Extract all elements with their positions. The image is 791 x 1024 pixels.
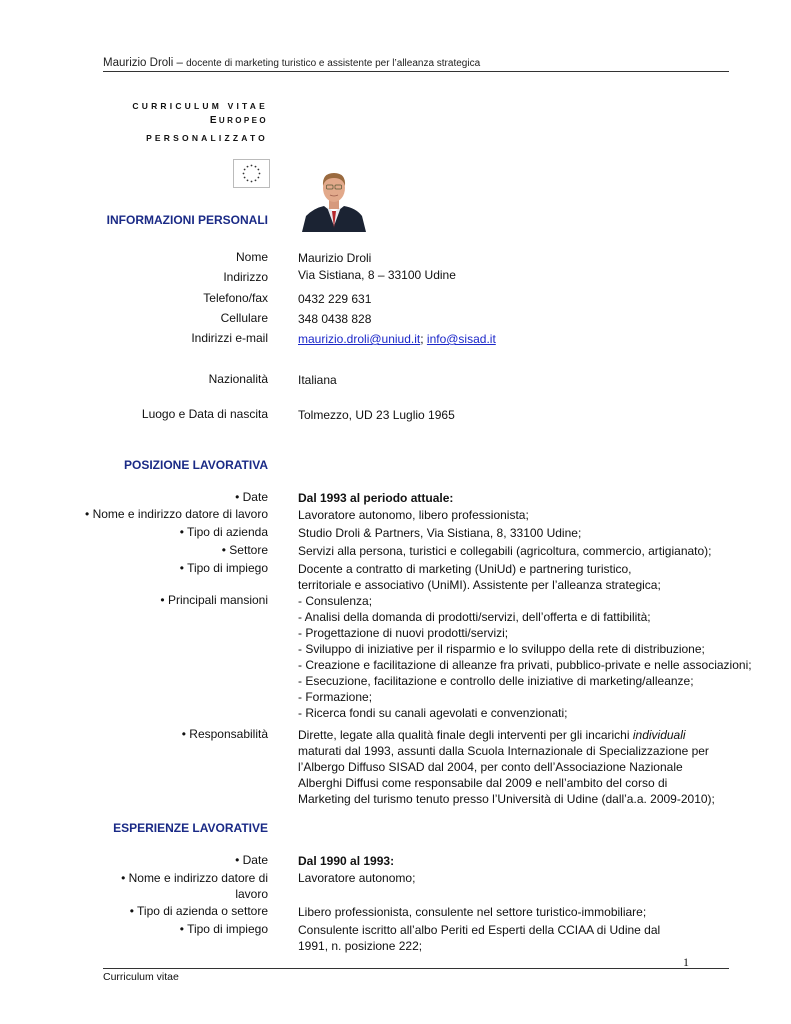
cv-title-line3: PERSONALIZZATO xyxy=(146,133,268,143)
position-job-label: • Tipo di impiego xyxy=(179,561,268,575)
experience-company-value: Libero professionista, consulente nel settore turistico-immobiliare; xyxy=(298,905,647,919)
position-sector-label: • Settore xyxy=(221,543,268,557)
mobile-label: Cellulare xyxy=(220,311,268,325)
nationality-value: Italiana xyxy=(298,373,337,387)
position-company-label: • Tipo di azienda xyxy=(179,525,268,539)
name-value: Maurizio Droli xyxy=(298,251,372,265)
address-label: Indirizzo xyxy=(223,270,268,284)
email-link-uniud[interactable]: maurizio.droli@uniud.it xyxy=(298,332,421,346)
page-number: 1 xyxy=(683,955,689,969)
section-work-experience: ESPERIENZE LAVORATIVE xyxy=(113,821,268,835)
list-item: - Sviluppo di iniziative per il risparmio e lo sviluppo della rete di distribuzione; xyxy=(298,642,705,656)
position-date-value: Dal 1993 al periodo attuale: xyxy=(298,491,454,505)
header-rule xyxy=(103,71,729,72)
list-item: - Ricerca fondi su canali agevolati e convenzionati; xyxy=(298,706,568,720)
section-work-position: POSIZIONE LAVORATIVA xyxy=(123,458,268,472)
page-header: Maurizio Droli – docente di marketing turistico e assistente per l’alleanza strategica xyxy=(103,57,481,69)
position-resp-label: • Responsabilità xyxy=(181,727,268,741)
cv-title-line1: CURRICULUM VITAE xyxy=(132,101,268,111)
header-subtitle: docente di marketing turistico e assistente per l’alleanza strategica xyxy=(186,58,481,69)
list-item: - Consulenza; xyxy=(298,594,373,608)
experience-employer-value: Lavoratore autonomo; xyxy=(298,871,416,885)
address-value: Via Sistiana, 8 – 33100 Udine xyxy=(298,268,456,282)
position-job-value: Docente a contratto di marketing (UniUd) e partnering turistico, territoriale e associativo (UniMI). Assistente per l’alleanza strategica; xyxy=(298,562,661,592)
email-link-sisad[interactable]: info@sisad.it xyxy=(426,332,496,346)
portrait-photo xyxy=(300,164,368,232)
experience-job-value: Consulente iscritto all’albo Periti ed Esperti della CCIAA di Udine dal 1991, n. posizione 222; xyxy=(298,923,661,953)
experience-date-label: • Date xyxy=(235,853,268,867)
list-item: - Creazione e facilitazione di alleanze fra privati, pubblico-private e nelle associazioni; xyxy=(298,658,752,672)
birth-label: Luogo e Data di nascita xyxy=(141,407,268,421)
position-employer-value: Lavoratore autonomo, libero professionista; xyxy=(298,508,529,522)
list-item: - Esecuzione, facilitazione e controllo delle iniziative di marketing/alleanze; xyxy=(298,674,694,688)
list-item: - Progettazione di nuovi prodotti/servizi; xyxy=(298,626,509,640)
position-duties-label: • Principali mansioni xyxy=(160,593,268,607)
email-value: maurizio.droli@uniud.it; info@sisad.it xyxy=(298,332,496,346)
footer-rule xyxy=(103,968,729,969)
experience-date-value: Dal 1990 al 1993: xyxy=(298,854,395,868)
list-item: - Analisi della domanda di prodotti/servizi, dell’offerta e di fattibilità; xyxy=(298,610,651,624)
position-employer-label: • Nome e indirizzo datore di lavoro xyxy=(85,507,268,521)
position-sector-value: Servizi alla persona, turistici e collegabili (agricoltura, commercio, artigianato); xyxy=(298,544,712,558)
phone-label: Telefono/fax xyxy=(203,291,268,305)
page-footer: Curriculum vitae xyxy=(103,971,179,983)
experience-employer-label: • Nome e indirizzo datore di lavoro xyxy=(121,871,268,901)
header-name: Maurizio Droli xyxy=(103,57,174,69)
position-company-value: Studio Droli & Partners, Via Sistiana, 8, 33100 Udine; xyxy=(298,526,582,540)
cv-title-line2: EUROPEO xyxy=(209,115,268,126)
nationality-label: Nazionalità xyxy=(208,372,268,386)
experience-job-label: • Tipo di impiego xyxy=(179,922,268,936)
name-label: Nome xyxy=(235,250,268,264)
position-date-label: • Date xyxy=(235,490,268,504)
duties-list xyxy=(298,593,752,721)
position-resp-value: Dirette, legate alla qualità finale degli interventi per gli incarichi individuali maturati dal 1993, assunti dalla Scuola Internazionale di Specializzazione per l’Albergo Diffuso SISAD dal 2004, per conto dell’Associazione Nazionale Alberghi Diffusi come responsabile dal 2009 e nell’ambito del corso di Marketing del turismo tenuto presso l’Università di Udine (dall’a.a. 2009-2010); xyxy=(298,728,715,806)
email-label: Indirizzi e-mail xyxy=(191,331,268,345)
eu-flag-icon xyxy=(233,159,270,188)
phone-value: 0432 229 631 xyxy=(298,292,372,306)
experience-company-label: • Tipo di azienda o settore xyxy=(129,904,268,918)
birth-value: Tolmezzo, UD 23 Luglio 1965 xyxy=(298,408,455,422)
list-item: - Formazione; xyxy=(298,690,373,704)
mobile-value: 348 0438 828 xyxy=(298,312,372,326)
section-personal-info: INFORMAZIONI PERSONALI xyxy=(106,213,268,227)
